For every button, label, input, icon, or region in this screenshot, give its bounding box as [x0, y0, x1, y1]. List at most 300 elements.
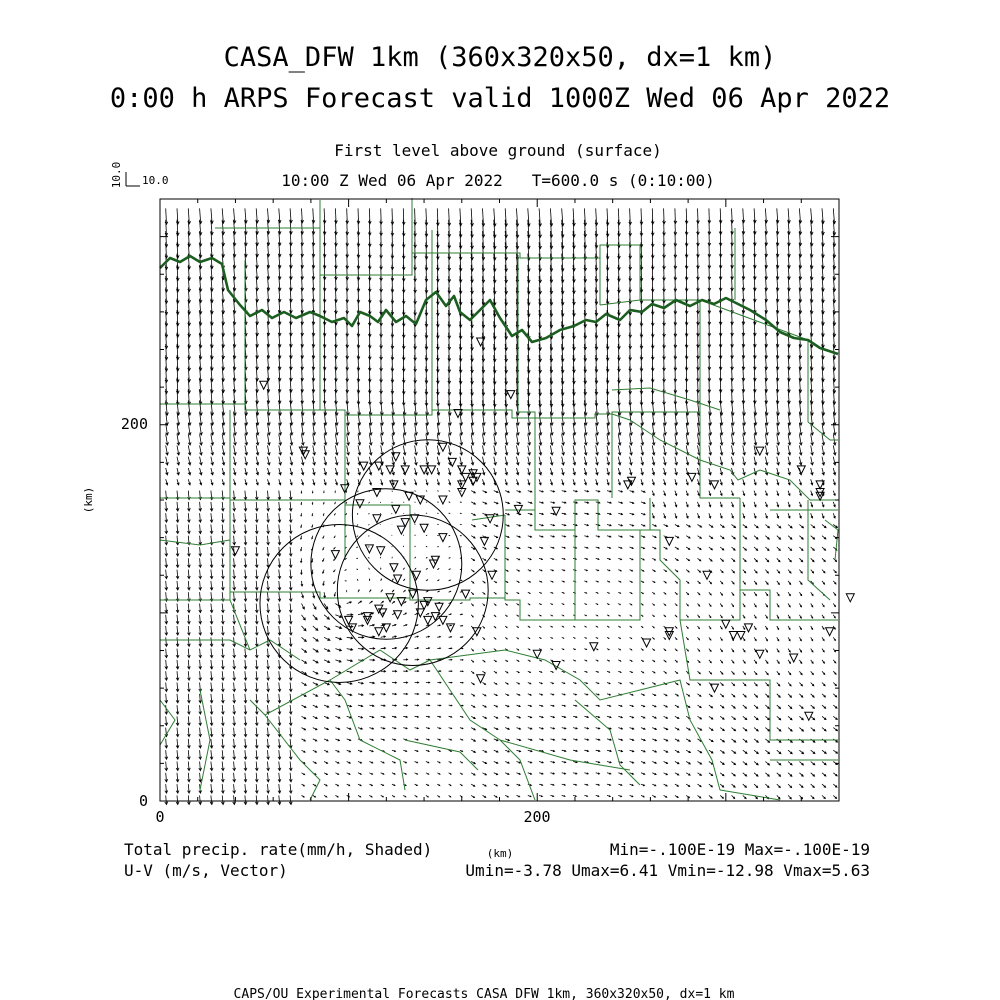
wind-vector	[596, 773, 600, 775]
wind-vector	[720, 536, 724, 539]
wind-vector	[539, 445, 542, 455]
wind-vector	[449, 728, 452, 729]
wind-vector	[324, 649, 330, 652]
wind-vector	[347, 682, 352, 684]
wind-vector	[199, 739, 202, 748]
wind-vector	[641, 536, 645, 538]
wind-vector	[335, 468, 338, 475]
wind-vector	[777, 615, 779, 619]
wind-vector	[652, 683, 655, 685]
wind-vector	[221, 604, 224, 613]
wind-vector	[369, 728, 373, 730]
wind-vector	[641, 784, 645, 786]
wind-vector	[302, 773, 305, 775]
wind-vector	[528, 491, 532, 493]
wind-vector	[369, 648, 374, 650]
wind-vector	[754, 547, 758, 550]
wind-vector	[720, 457, 723, 465]
wind-vector	[630, 694, 633, 696]
wind-vector	[188, 795, 191, 804]
wind-vector	[403, 659, 407, 661]
wind-vector	[347, 468, 350, 475]
wind-vector	[415, 728, 419, 729]
wind-vector	[799, 637, 801, 641]
wind-vector	[675, 536, 679, 538]
wind-vector	[324, 739, 328, 741]
wind-vector	[415, 445, 418, 455]
wind-vector	[176, 570, 179, 579]
wind-vector	[618, 705, 622, 707]
wind-vector	[686, 762, 690, 764]
wind-vector	[550, 739, 554, 741]
wind-vector	[210, 525, 213, 534]
wind-vector	[278, 795, 281, 804]
wind-vector	[539, 705, 543, 706]
wind-vector	[675, 716, 679, 718]
wind-vector	[483, 660, 486, 662]
wind-vector	[765, 762, 769, 766]
wind-vector	[663, 457, 666, 465]
wind-vector	[392, 647, 397, 649]
wind-vector	[301, 457, 304, 465]
wind-vector	[301, 208, 304, 223]
wind-vector	[449, 739, 452, 740]
wind-vector	[505, 513, 509, 515]
wind-vector	[822, 558, 825, 561]
station-marker	[394, 575, 402, 583]
wind-vector	[686, 750, 690, 752]
wind-vector	[505, 592, 507, 594]
wind-vector	[244, 592, 247, 601]
station-marker	[826, 628, 834, 636]
wind-vector	[641, 547, 645, 549]
wind-vector	[335, 457, 338, 465]
wind-vector	[176, 716, 179, 725]
wind-vector	[811, 637, 813, 640]
wind-vector	[176, 784, 179, 793]
wind-vector	[607, 739, 611, 741]
wind-vector	[255, 558, 258, 567]
wind-vector	[199, 208, 202, 223]
wind-vector	[437, 648, 440, 649]
wind-vector	[686, 694, 689, 696]
wind-vector	[618, 581, 621, 582]
wind-vector	[221, 671, 224, 680]
wind-vector	[641, 558, 644, 560]
wind-vector	[664, 502, 666, 507]
wind-vector	[720, 604, 722, 607]
wind-vector	[505, 558, 508, 560]
wind-vector	[562, 728, 566, 730]
wind-vector	[483, 716, 487, 718]
radar-range-ring	[260, 524, 418, 682]
wind-vector	[313, 683, 318, 686]
wind-vector	[528, 705, 532, 707]
wind-vector	[335, 513, 336, 515]
wind-vector	[415, 739, 419, 740]
wind-vector	[630, 547, 634, 549]
wind-vector	[517, 773, 521, 775]
wind-vector	[720, 716, 724, 719]
wind-vector	[505, 536, 509, 538]
wind-vector	[811, 762, 815, 765]
wind-vector	[188, 604, 191, 613]
wind-vector	[176, 208, 179, 224]
wind-vector	[528, 536, 532, 538]
wind-vector	[788, 604, 790, 608]
wind-vector	[630, 570, 633, 572]
wind-vector	[437, 569, 439, 570]
wind-vector	[777, 626, 779, 630]
wind-vector	[698, 547, 702, 550]
wind-vector	[244, 739, 247, 748]
wind-vector	[460, 773, 462, 775]
wind-vector	[709, 434, 712, 445]
wind-vector	[562, 434, 565, 445]
wind-vector	[822, 660, 825, 663]
wind-vector	[244, 581, 247, 590]
wind-vector	[403, 705, 407, 707]
wind-vector	[210, 615, 213, 624]
wind-vector	[652, 694, 655, 696]
wind-vector	[267, 683, 270, 692]
wind-vector	[347, 694, 352, 696]
wind-vector	[618, 479, 620, 485]
wind-vector	[822, 445, 825, 455]
wind-field-stats: Umin=-3.78 Umax=6.41 Vmin=-12.98 Vmax=5.63	[465, 861, 870, 880]
wind-vector	[675, 604, 677, 606]
wind-vector	[709, 716, 713, 719]
wind-vector	[640, 208, 643, 224]
wind-vector	[720, 671, 723, 674]
wind-vector	[720, 525, 724, 528]
wind-vector	[222, 468, 225, 475]
wind-vector	[618, 795, 621, 796]
wind-vector	[483, 581, 486, 583]
wind-vector	[494, 660, 497, 662]
wind-vector	[732, 671, 735, 674]
wind-vector	[380, 208, 383, 224]
wind-vector	[517, 671, 520, 673]
wind-vector	[754, 434, 757, 445]
wind-vector	[415, 479, 417, 485]
wind-vector	[369, 558, 370, 559]
wind-vector	[822, 694, 825, 697]
wind-vector	[165, 795, 168, 804]
wind-vector	[697, 208, 700, 223]
station-marker	[665, 537, 673, 545]
wind-vector	[505, 750, 509, 752]
wind-vector	[811, 468, 814, 475]
wind-vector	[278, 784, 281, 793]
wind-vector	[528, 615, 530, 616]
wind-vector	[347, 773, 350, 775]
wind-vector	[268, 479, 270, 485]
wind-vector	[550, 513, 554, 515]
wind-vector	[460, 591, 462, 592]
wind-vector	[720, 502, 722, 507]
wind-vector	[743, 491, 745, 496]
wind-vector	[357, 558, 358, 559]
wind-vector	[335, 626, 341, 629]
wind-vector	[437, 636, 440, 637]
wind-vector	[732, 558, 735, 561]
wind-vector	[221, 502, 224, 511]
wind-vector	[720, 558, 723, 561]
wind-vector	[584, 457, 587, 465]
wind-vector	[324, 615, 329, 619]
wind-vector	[221, 649, 224, 658]
wind-vector	[709, 795, 712, 798]
wind-vector	[596, 479, 598, 485]
wind-vector	[426, 716, 430, 717]
wind-vector	[494, 626, 496, 628]
wind-vector	[347, 445, 350, 455]
wind-vector	[449, 773, 452, 775]
wind-vector	[267, 468, 270, 475]
wind-vector	[618, 750, 622, 752]
wind-vector	[618, 649, 620, 650]
wind-vector	[313, 592, 315, 598]
wind-vector	[562, 784, 566, 785]
wind-vector	[267, 671, 270, 680]
wind-vector	[267, 728, 270, 737]
wind-vector	[732, 604, 734, 607]
wind-vector	[289, 637, 292, 646]
wind-vector	[618, 592, 620, 593]
wind-vector	[381, 705, 385, 707]
wind-vector	[630, 502, 634, 504]
wind-vector	[392, 739, 396, 741]
wind-vector	[278, 208, 281, 222]
wind-vector	[630, 615, 632, 616]
wind-vector	[618, 773, 622, 775]
wind-vector	[357, 525, 358, 526]
wind-vector	[811, 513, 813, 518]
wind-vector	[788, 637, 790, 641]
wind-vector	[301, 513, 302, 516]
wind-vector	[482, 468, 485, 475]
wind-vector	[345, 581, 347, 582]
wind-vector	[358, 590, 359, 592]
station-marker	[711, 481, 719, 489]
wind-vector	[358, 491, 359, 492]
wind-vector	[221, 626, 224, 635]
wind-vector	[517, 784, 521, 786]
wind-vector	[788, 683, 791, 687]
wind-vector	[517, 536, 521, 538]
wind-vector	[199, 615, 202, 624]
wind-vector	[607, 750, 611, 752]
wind-vector	[596, 536, 600, 538]
wind-vector	[720, 479, 722, 485]
wind-vector	[811, 716, 815, 719]
wind-vector	[607, 784, 611, 785]
wind-vector	[675, 570, 678, 572]
wind-vector	[652, 457, 655, 465]
wind-vector	[788, 784, 792, 788]
wind-vector	[562, 626, 564, 627]
wind-vector	[426, 636, 430, 637]
wind-vector	[765, 671, 768, 675]
wind-vector	[449, 682, 452, 683]
wind-vector	[765, 491, 767, 496]
wind-vector	[664, 716, 668, 718]
wind-vector	[357, 569, 358, 570]
wind-vector	[630, 581, 633, 582]
wind-vector	[562, 547, 566, 548]
wind-vector	[347, 614, 353, 616]
wind-vector	[822, 626, 824, 629]
radar-range-rings	[260, 440, 503, 683]
wind-vector	[449, 625, 452, 626]
wind-vector	[584, 795, 587, 796]
wind-vector	[732, 592, 734, 595]
wind-vector	[267, 604, 270, 613]
wind-vector	[618, 502, 622, 504]
wind-vector	[437, 547, 438, 548]
wind-vector	[302, 592, 304, 598]
wind-vector	[255, 513, 258, 522]
wind-vector	[799, 536, 803, 540]
wind-vector	[674, 208, 677, 223]
wind-vector	[347, 602, 352, 604]
wind-vector	[176, 739, 179, 748]
wind-vector	[425, 208, 428, 225]
station-marker	[416, 496, 424, 504]
wind-vector	[426, 784, 429, 786]
wind-vector	[720, 660, 722, 663]
wind-vector	[165, 694, 168, 703]
wind-vector	[324, 728, 328, 730]
wind-vector	[743, 660, 745, 663]
wind-vector	[471, 795, 474, 797]
wind-vector	[460, 671, 463, 672]
wind-vector	[392, 590, 394, 592]
wind-vector	[709, 660, 711, 663]
wind-vector	[652, 649, 654, 651]
wind-vector	[550, 581, 553, 582]
wind-vector	[335, 773, 338, 775]
wind-vector	[754, 705, 758, 708]
wind-vector	[584, 592, 586, 593]
wind-vector	[720, 615, 722, 618]
wind-vector	[550, 683, 553, 684]
y-axis-unit: (km)	[82, 486, 95, 514]
wind-vector	[652, 705, 656, 707]
wind-vector	[709, 525, 713, 528]
wind-vector	[607, 649, 609, 650]
wind-vector	[584, 445, 587, 455]
wind-vector	[460, 625, 463, 626]
wind-vector	[255, 547, 258, 556]
wind-vector	[596, 637, 598, 638]
wind-vector	[369, 601, 372, 603]
wind-vector	[584, 547, 588, 548]
wind-vector	[210, 660, 213, 669]
wind-vector	[176, 637, 179, 646]
wind-vector	[596, 660, 598, 661]
wind-vector	[709, 750, 713, 753]
wind-vector	[494, 795, 497, 797]
wind-vector	[302, 716, 306, 718]
wind-vector	[731, 434, 734, 445]
wind-vector	[833, 716, 837, 719]
wind-vector	[777, 513, 779, 518]
wind-vector	[233, 592, 236, 601]
wind-vector	[675, 479, 677, 485]
wind-vector	[618, 604, 620, 605]
wind-vector	[607, 660, 609, 661]
wind-vector	[618, 525, 622, 527]
wind-vector	[777, 739, 781, 743]
wind-vector	[528, 626, 530, 627]
wind-vector	[641, 525, 645, 527]
wind-vector	[426, 739, 429, 740]
wind-vector	[176, 536, 179, 545]
wind-vector	[313, 604, 316, 610]
wind-vector	[494, 649, 496, 651]
wind-vector	[675, 513, 677, 518]
wind-vector	[335, 716, 340, 718]
station-marker	[805, 712, 813, 720]
wind-vector	[799, 649, 801, 653]
wind-vector	[562, 705, 566, 706]
wind-vector	[573, 750, 577, 752]
wind-vector	[289, 502, 292, 511]
wind-vector	[210, 581, 213, 590]
wind-vector	[233, 683, 236, 692]
wind-vector	[494, 445, 497, 455]
wind-vector	[415, 693, 419, 695]
wind-vector	[562, 750, 566, 752]
wind-vector	[573, 468, 576, 475]
wind-vector	[799, 208, 802, 223]
wind-vector	[777, 716, 781, 720]
wind-vector	[528, 716, 532, 718]
wind-vector	[777, 592, 779, 596]
wind-vector	[449, 445, 452, 455]
wind-vector	[165, 716, 168, 725]
wind-vector	[471, 694, 474, 696]
wind-vector	[483, 592, 485, 594]
wind-vector	[358, 468, 361, 475]
wind-vector	[279, 434, 282, 445]
wind-vector	[437, 445, 440, 455]
wind-vector	[302, 649, 307, 653]
wind-vector	[584, 626, 586, 627]
wind-vector	[221, 728, 224, 737]
wind-vector	[302, 626, 307, 631]
wind-vector	[210, 513, 213, 522]
wind-vector	[517, 705, 521, 707]
wind-vector	[222, 479, 224, 485]
wind-vector	[517, 626, 519, 628]
wind-vector	[550, 592, 552, 593]
wind-vector	[415, 716, 419, 717]
wind-vector	[165, 660, 168, 669]
wind-vector	[505, 400, 508, 415]
wind-vector	[584, 513, 588, 515]
wind-vector	[788, 570, 791, 574]
wind-vector	[165, 547, 168, 556]
wind-vector	[777, 728, 781, 732]
wind-vector	[596, 795, 599, 796]
wind-vector	[188, 558, 191, 567]
wind-vector	[302, 739, 306, 741]
wind-vector	[358, 795, 361, 797]
wind-vector	[392, 579, 393, 581]
